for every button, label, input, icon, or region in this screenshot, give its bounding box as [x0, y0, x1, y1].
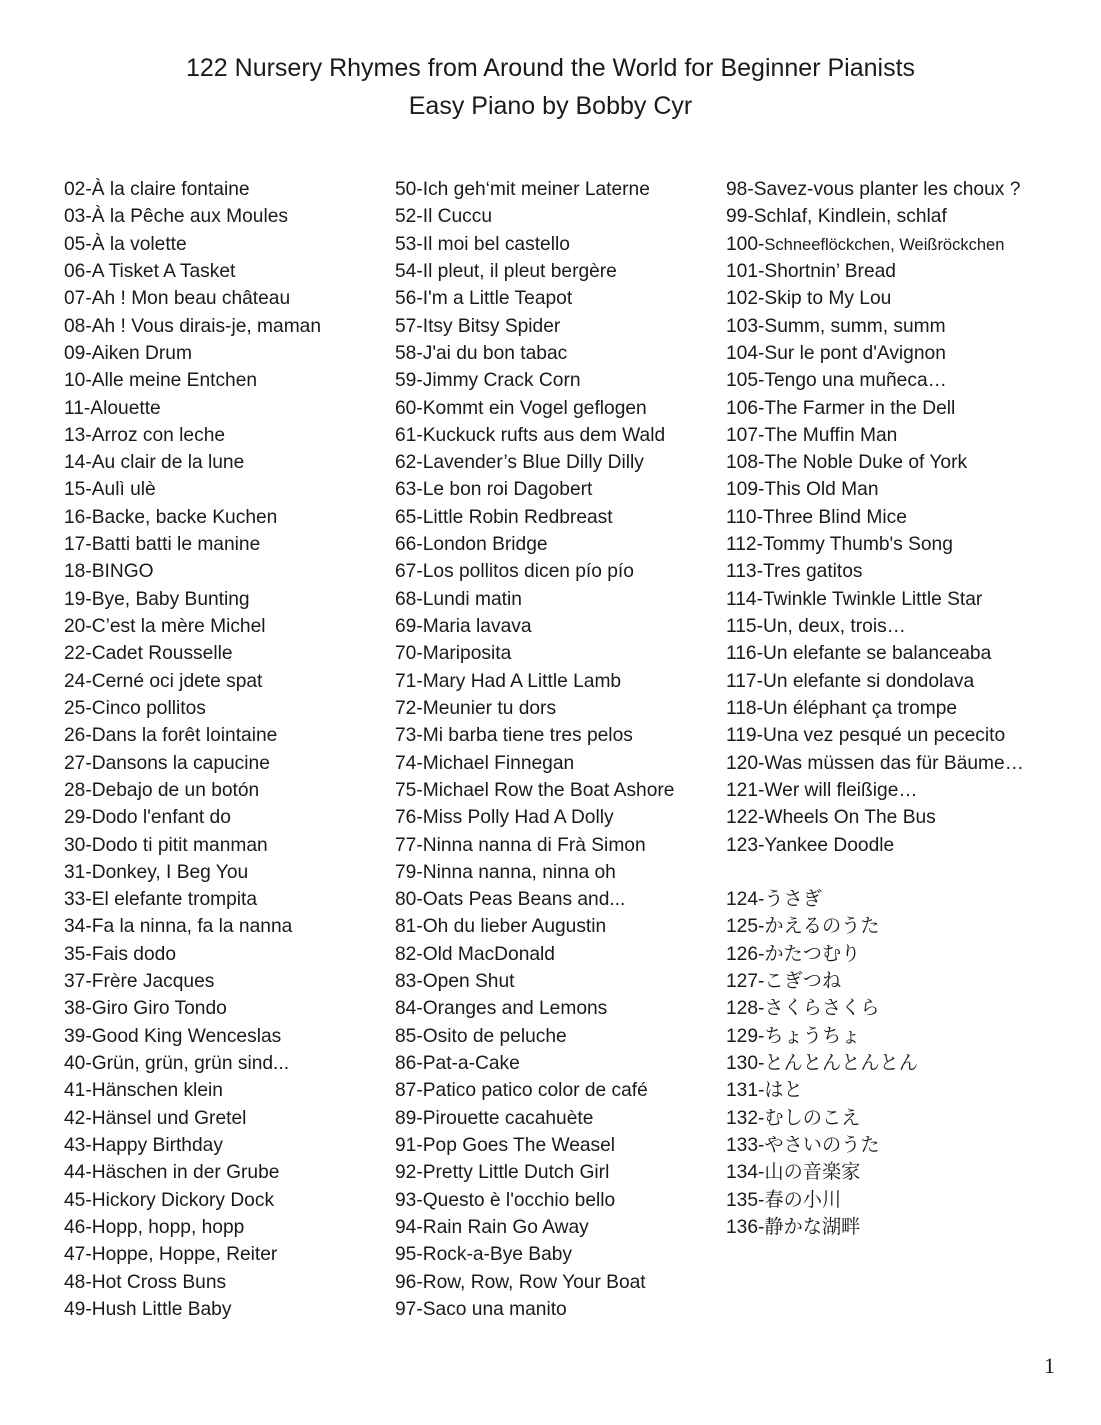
- song-list-item: 113-Tres gatitos: [726, 561, 863, 583]
- song-list-item: 126-かたつむり: [726, 943, 861, 965]
- song-list-item: 84-Oranges and Lemons: [395, 998, 608, 1020]
- song-list-item: 116-Un elefante se balanceaba: [726, 643, 992, 665]
- song-list-item: 58-J'ai du bon tabac: [395, 342, 568, 364]
- song-list-item: 77-Ninna nanna di Frà Simon: [395, 834, 646, 856]
- page-subtitle: Easy Piano by Bobby Cyr: [408, 92, 693, 120]
- song-list-item: 38-Giro Giro Tondo: [64, 998, 227, 1020]
- song-list-item: 26-Dans la forêt lointaine: [64, 725, 278, 747]
- song-list-item: 03-À la Pêche aux Moules: [64, 206, 288, 228]
- song-list-item: 94-Rain Rain Go Away: [395, 1216, 589, 1238]
- song-list-item: 105-Tengo una muñeca…: [726, 370, 947, 392]
- song-list-item: 18-BINGO: [64, 561, 154, 583]
- song-list-item: 135-春の小川: [726, 1189, 842, 1211]
- song-list-item: 48-Hot Cross Buns: [64, 1271, 227, 1293]
- song-list-item: 131-はと: [726, 1080, 803, 1102]
- song-list-item: 74-Michael Finnegan: [395, 752, 575, 774]
- song-list-item: 09-Aiken Drum: [64, 342, 192, 364]
- song-list-item: 49-Hush Little Baby: [64, 1298, 232, 1320]
- song-list-item: 27-Dansons la capucine: [64, 752, 270, 774]
- song-list-item: 92-Pretty Little Dutch Girl: [395, 1162, 610, 1184]
- song-list-item: 87-Patico patico color de café: [395, 1080, 648, 1102]
- song-list-item: 125-かえるのうた: [726, 916, 880, 938]
- song-list-item: 85-Osito de peluche: [395, 1025, 567, 1047]
- song-list-item: 93-Questo è l'occhio bello: [395, 1189, 616, 1211]
- song-list-item: 132-むしのこえ: [726, 1107, 861, 1129]
- song-list-item: 117-Un elefante si dondolava: [726, 670, 975, 692]
- song-list-item: 63-Le bon roi Dagobert: [395, 479, 593, 501]
- song-list-item: 98-Savez-vous planter les choux ?: [726, 179, 1021, 200]
- song-list-column-2: [395, 176, 674, 1323]
- song-list-item: 86-Pat-a-Cake: [395, 1053, 520, 1074]
- song-list-item: 81-Oh du lieber Augustin: [395, 916, 607, 938]
- song-list-item: 107-The Muffin Man: [726, 424, 898, 446]
- song-list-item: 41-Hänschen klein: [64, 1080, 223, 1102]
- song-list-column-3: [726, 176, 1024, 1241]
- song-list-item: 100-Schneeflöckchen, Weißröckchen: [726, 233, 1005, 255]
- song-list-item: 14-Au clair de la lune: [64, 452, 245, 474]
- page-number: 1: [1044, 1353, 1055, 1378]
- song-list-item: 95-Rock-a-Bye Baby: [395, 1244, 573, 1266]
- song-list-item: 79-Ninna nanna, ninna oh: [395, 861, 616, 883]
- song-list-item: 44-Häschen in der Grube: [64, 1162, 280, 1184]
- song-list-item: 136-静かな湖畔: [726, 1216, 861, 1238]
- song-list-item: 106-The Farmer in the Dell: [726, 397, 956, 419]
- song-list-item: 96-Row, Row, Row Your Boat: [395, 1271, 646, 1293]
- song-list-item: 133-やさいのうた: [726, 1134, 880, 1156]
- song-list-item: 54-Il pleut, il pleut bergère: [395, 260, 617, 282]
- song-list-item: 127-こぎつね: [726, 971, 842, 993]
- song-list-item: 62-Lavender’s Blue Dilly Dilly: [395, 452, 644, 474]
- song-list-item: 47-Hoppe, Hoppe, Reiter: [64, 1244, 278, 1266]
- song-list-item: 97-Saco una manito: [395, 1298, 567, 1320]
- song-list-item: 89-Pirouette cacahuète: [395, 1107, 594, 1129]
- song-list-item: 15-Aulì ulè: [64, 479, 156, 501]
- song-list-item: 68-Lundi matin: [395, 588, 522, 610]
- song-list-item: 60-Kommt ein Vogel geflogen: [395, 397, 647, 419]
- song-list-item: 104-Sur le pont d'Avignon: [726, 342, 946, 364]
- song-list-item: 67-Los pollitos dicen pío pío: [395, 561, 634, 583]
- song-list-item: 29-Dodo l'enfant do: [64, 807, 231, 829]
- song-list-item: 20-C’est la mère Michel: [64, 616, 266, 637]
- song-list-item: 45-Hickory Dickory Dock: [64, 1189, 275, 1211]
- song-list-item: 02-À la claire fontaine: [64, 179, 250, 200]
- song-list-item: 110-Three Blind Mice: [726, 506, 907, 528]
- song-list-item: 19-Bye, Baby Bunting: [64, 588, 250, 610]
- song-list-item: 37-Frère Jacques: [64, 971, 215, 993]
- song-list-item: 102-Skip to My Lou: [726, 288, 892, 310]
- song-list-item: 83-Open Shut: [395, 971, 515, 993]
- song-list-item: 08-Ah ! Vous dirais-je, maman: [64, 315, 322, 337]
- song-list-item: 10-Alle meine Entchen: [64, 370, 258, 392]
- song-list-item: 72-Meunier tu dors: [395, 697, 557, 719]
- song-list-item: 59-Jimmy Crack Corn: [395, 370, 581, 392]
- song-list-item: 91-Pop Goes The Weasel: [395, 1134, 616, 1156]
- song-list-item: 108-The Noble Duke of York: [726, 452, 968, 474]
- song-list-item: 109-This Old Man: [726, 479, 879, 501]
- song-list-item: 134-山の音楽家: [726, 1162, 861, 1184]
- song-list-item: 57-Itsy Bitsy Spider: [395, 315, 561, 337]
- song-list-item: 31-Donkey, I Beg You: [64, 861, 249, 883]
- song-list-item: 75-Michael Row the Boat Ashore: [395, 779, 675, 801]
- song-list-item: 66-London Bridge: [395, 534, 548, 556]
- song-list-item: 114-Twinkle Twinkle Little Star: [726, 588, 983, 610]
- song-list-item: 128-さくらさくら: [726, 998, 880, 1020]
- song-list-item: 35-Fais dodo: [64, 943, 176, 965]
- song-list-item: 13-Arroz con leche: [64, 424, 226, 446]
- song-list-item: 28-Debajo de un botón: [64, 779, 260, 801]
- song-list-item: 115-Un, deux, trois…: [726, 616, 906, 637]
- song-list-item: 39-Good King Wenceslas: [64, 1025, 282, 1047]
- song-list-item: 71-Mary Had A Little Lamb: [395, 670, 622, 692]
- song-list-item: 121-Wer will fleißige…: [726, 779, 918, 801]
- song-list-item: 34-Fa la ninna, fa la nanna: [64, 916, 293, 938]
- song-list-item: 16-Backe, backe Kuchen: [64, 506, 278, 528]
- song-list-item: 42-Hänsel und Gretel: [64, 1107, 247, 1129]
- song-list-item: 43-Happy Birthday: [64, 1134, 223, 1156]
- song-list-item: [726, 859, 1024, 886]
- song-list-item: 103-Summ, summ, summ: [726, 315, 946, 337]
- song-list-item: 40-Grün, grün, grün sind...: [64, 1053, 290, 1074]
- song-list-item: 11-Alouette: [64, 397, 161, 419]
- song-list-item: 119-Una vez pesqué un pececito: [726, 725, 1006, 747]
- song-list-item: 52-Il Cuccu: [395, 206, 493, 228]
- song-list-item: 120-Was müssen das für Bäume…: [726, 752, 1024, 774]
- song-list-item: 99-Schlaf, Kindlein, schlaf: [726, 206, 947, 228]
- song-list-item: 33-El elefante trompita: [64, 889, 258, 911]
- song-list-item: 118-Un éléphant ça trompe: [726, 697, 958, 719]
- song-list-item: 06-A Tisket A Tasket: [64, 260, 236, 282]
- song-list-item: 25-Cinco pollitos: [64, 697, 206, 719]
- song-list-item: 122-Wheels On The Bus: [726, 807, 936, 829]
- song-list-item: 24-Cerné oci jdete spat: [64, 670, 263, 692]
- song-list-item: 17-Batti batti le manine: [64, 534, 261, 556]
- song-list-item: 73-Mi barba tiene tres pelos: [395, 725, 633, 747]
- song-list-item: 22-Cadet Rousselle: [64, 643, 233, 665]
- song-list-column-1: [64, 176, 321, 1323]
- song-list-item: 56-I'm a Little Teapot: [395, 288, 573, 310]
- song-list-item: 07-Ah ! Mon beau château: [64, 288, 291, 310]
- song-list-item: 82-Old MacDonald: [395, 943, 555, 965]
- page-title: 122 Nursery Rhymes from Around the World for Beginner Pianists: [185, 54, 916, 82]
- song-list-item: 124-うさぎ: [726, 889, 822, 911]
- song-list-item: 61-Kuckuck rufts aus dem Wald: [395, 424, 666, 446]
- song-list-item: 50-Ich geh‘mit meiner Laterne: [395, 179, 650, 200]
- song-list-item: 129-ちょうちょ: [726, 1025, 861, 1047]
- song-list-item: 80-Oats Peas Beans and...: [395, 889, 626, 911]
- song-list-item: 130-とんとんとんとん: [726, 1053, 918, 1074]
- song-list-item: 112-Tommy Thumb's Song: [726, 534, 953, 556]
- song-list-item: 65-Little Robin Redbreast: [395, 506, 613, 528]
- song-list-item: 30-Dodo ti pitit manman: [64, 834, 268, 856]
- song-list-item: 76-Miss Polly Had A Dolly: [395, 807, 614, 829]
- song-list-item: 05-À la volette: [64, 233, 187, 255]
- song-list-item: 70-Mariposita: [395, 643, 512, 665]
- song-list-item: 101-Shortnin’ Bread: [726, 260, 896, 282]
- song-list-item: 123-Yankee Doodle: [726, 834, 895, 856]
- song-list-item: 69-Maria lavava: [395, 616, 532, 637]
- song-list-item: 46-Hopp, hopp, hopp: [64, 1216, 245, 1238]
- song-list-item: 53-Il moi bel castello: [395, 233, 570, 255]
